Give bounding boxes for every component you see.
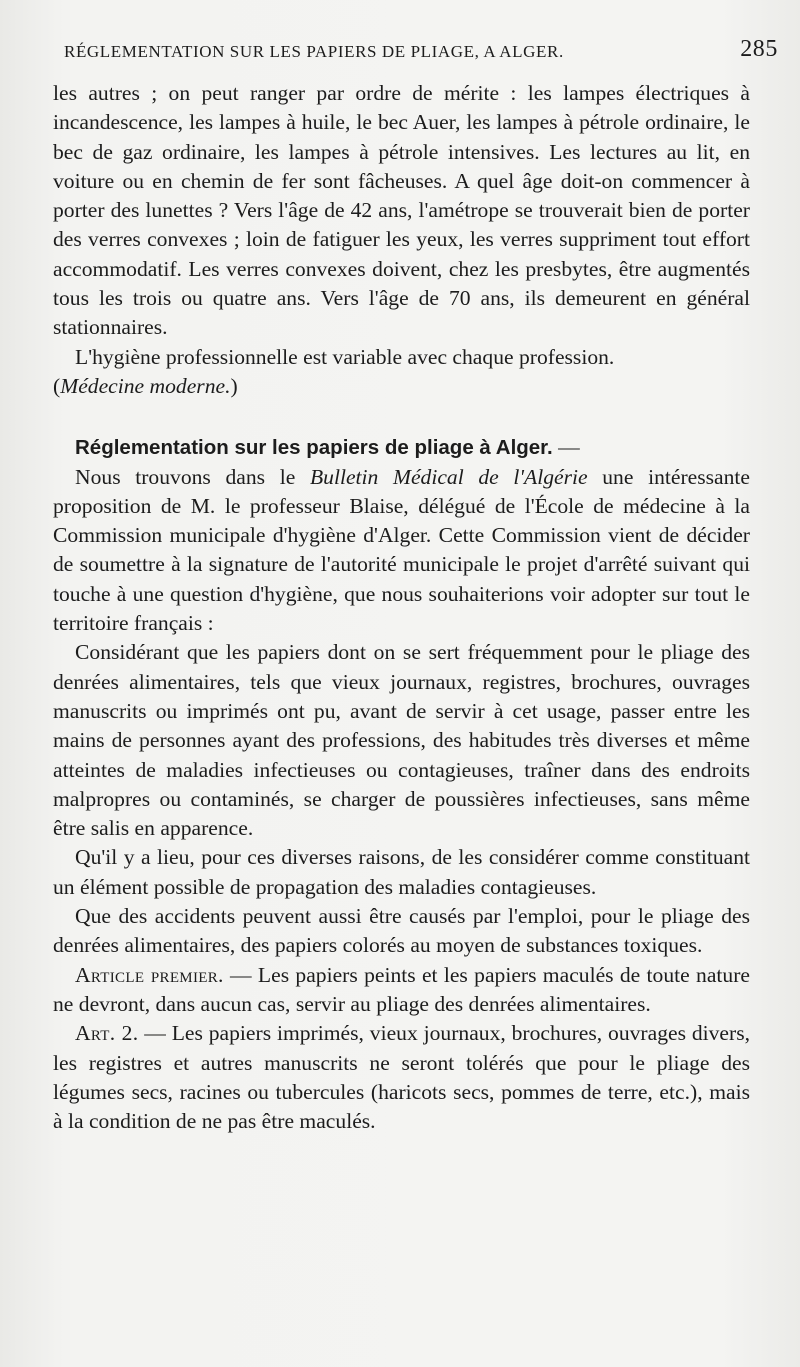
source-open-paren: ( <box>53 373 61 398</box>
paragraph-lighting: les autres ; on peut ranger par ordre de mérite : les lampes électriques à incandescence, les lampes à huile, le bec Auer, les lampes à pétrole ordinaire, le bec de gaz ordinaire, les lampes à pétrole intensives. Les lectures au lit, en voiture ou en chemin de fer sont fâcheuses. A quel âge doit-on commencer à porter des lunettes ? Vers l'âge de 42 ans, l'amétrope se trouverait bien de porter des verres convexes ; loin de fatiguer les yeux, les verres suppriment tout effort accommodatif. Les verres convexes doivent, chez les presbytes, être augmentés tous les trois ou quatre ans. Vers l'âge de 70 ans, ils demeurent en général stationnaires. <box>53 81 750 340</box>
page-body <box>53 79 750 1136</box>
running-title: RÉGLEMENTATION SUR LES PAPIERS DE PLIAGE, A ALGER. <box>64 42 564 61</box>
intro-text-b: une intéressante proposition de M. le professeur Blaise, délégué de l'École de médecine à la Commission municipale d'hygiène d'Alger. Cette Commission vient de décider de soumettre à la signature de l'autorité municipale le projet d'arrêté suivant qui touche à une question d'hygiène, que nous souhaiterions voir adopter sur tout le territoire français : <box>53 464 751 636</box>
article-2-label: Art. 2. <box>75 1021 139 1046</box>
article-1-text: — Les papiers peints et les papiers maculés de toute nature ne devront, dans aucun cas, servir au pliage des denrées alimentaires. <box>53 962 750 1016</box>
section-gap <box>53 401 750 433</box>
article-1 <box>53 961 750 1020</box>
paragraph-que: Que des accidents peuvent aussi être causés par l'emploi, pour le pliage des denrées alimentaires, des papiers colorés au moyen de substances toxiques. <box>53 904 750 958</box>
paragraph-considerant: Considérant que les papiers dont on se sert fréquemment pour le pliage des denrées alimentaires, tels que vieux journaux, registres, brochures, ouvrages manuscrits ou imprimés ont pu, avant de servir à cet usage, passer entre les mains de personnes ayant des professions, des habitudes très diverses et même atteintes de maladies infectieuses ou contagieuses, traîner dans des endroits malpropres ou contaminés, se charger de poussières infectieuses, sans même être salis en apparence. <box>53 640 750 841</box>
heading-dash: — <box>552 435 580 460</box>
source-close-paren: ) <box>230 373 238 398</box>
running-header <box>60 36 780 70</box>
article-2 <box>53 1019 750 1136</box>
paragraph-quil: Qu'il y a lieu, pour ces diverses raisons, de les considérer comme constituant un élément possible de propagation des maladies contagieuses. <box>53 845 750 899</box>
article-1-label: Article premier. <box>75 962 224 987</box>
section-heading: Réglementation sur les papiers de pliage à Alger. <box>75 436 553 460</box>
section-heading-line <box>53 433 750 462</box>
intro-text-a: Nous trouvons dans le <box>75 464 310 489</box>
source-citation: Médecine moderne. <box>60 373 231 398</box>
page-number: 285 <box>740 36 778 62</box>
paragraph-text: L'hygiène professionnelle est variable avec chaque profession. <box>75 344 615 369</box>
article-2-text: — Les papiers imprimés, vieux journaux, brochures, ouvrages divers, les registres et autres manuscrits ne seront tolérés que pour le pliage des légumes secs, racines ou tubercules (haricots secs, pommes de terre, etc.), mais à la condition de ne pas être maculés. <box>53 1021 750 1134</box>
paragraph-professional-hygiene <box>53 343 750 402</box>
journal-title: Bulletin Médical de l'Algérie <box>309 464 588 489</box>
paragraph-intro <box>53 463 750 639</box>
